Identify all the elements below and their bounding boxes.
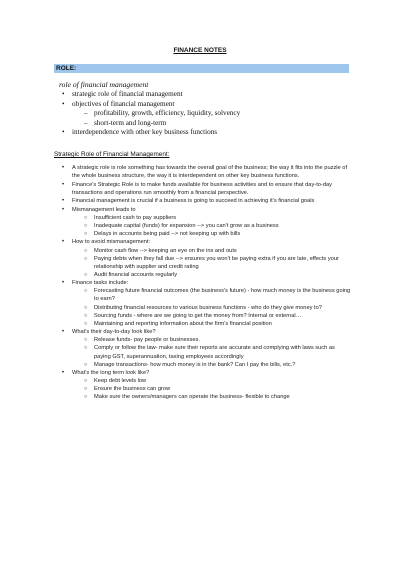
note-sub-item bbox=[72, 336, 352, 344]
circle-bullet-icon: ○ bbox=[84, 222, 88, 229]
note-sub-item bbox=[72, 377, 352, 385]
note-sub-item bbox=[72, 255, 352, 271]
bullet-icon: • bbox=[62, 206, 65, 213]
list-item: • interdependence with other key business functions bbox=[62, 128, 218, 137]
note-sub-text: Audit financial accounts regularly bbox=[94, 271, 178, 278]
bullet-icon: • bbox=[62, 198, 65, 205]
note-sub-text: Paying debts when they fall due --> ensures you won't be paying extra if you are late, effects your relationship with supplier and credit rating bbox=[94, 255, 339, 270]
bullet-icon: • bbox=[62, 280, 65, 287]
note-sub-list bbox=[72, 336, 352, 368]
note-sub-text: Monitor cash flow --> keeping an eye on the ins and outs bbox=[94, 247, 237, 254]
note-item bbox=[62, 279, 352, 328]
circle-bullet-icon: ○ bbox=[84, 230, 88, 237]
note-sub-text: Sourcing funds - where are we going to get the money from? Internal or external… bbox=[94, 312, 302, 319]
note-sub-text: Ensure the business can grow bbox=[94, 386, 171, 393]
note-item bbox=[62, 181, 352, 197]
note-sub-text: Release funds- pay people or businesses. bbox=[94, 337, 200, 344]
circle-bullet-icon: ○ bbox=[84, 386, 88, 393]
circle-bullet-icon: ○ bbox=[84, 345, 88, 352]
note-sub-text: Inadequate capital (funds) for expansion --> you can't grow as a business bbox=[94, 222, 279, 229]
note-text: Finance tasks include: bbox=[72, 280, 129, 287]
bullet-icon: • bbox=[62, 128, 65, 137]
note-sub-item bbox=[72, 393, 352, 401]
note-item bbox=[62, 328, 352, 368]
note-item bbox=[62, 238, 352, 278]
note-sub-item bbox=[72, 361, 352, 369]
circle-bullet-icon: ○ bbox=[84, 361, 88, 368]
role-summary-list bbox=[58, 90, 348, 138]
sub-list bbox=[72, 109, 348, 128]
note-sub-text: Maintaining and reporting information about the firm's financial position bbox=[94, 320, 272, 327]
role-heading-band bbox=[54, 64, 349, 73]
note-sub-text: Delays in accounts being paid --> not keeping up with bills bbox=[94, 230, 241, 237]
note-sub-text: Comply or follow the law- make sure their reports are accurate and complying with laws such as paying GST, superannuation, taxing employees accordingly bbox=[94, 345, 335, 360]
note-item bbox=[62, 197, 352, 205]
note-sub-list bbox=[72, 247, 352, 279]
circle-bullet-icon: ○ bbox=[84, 378, 88, 385]
circle-bullet-icon: ○ bbox=[84, 337, 88, 344]
circle-bullet-icon: ○ bbox=[84, 214, 88, 221]
circle-bullet-icon: ○ bbox=[84, 312, 88, 319]
note-sub-item bbox=[72, 222, 352, 230]
note-sub-item bbox=[72, 287, 352, 303]
note-text: How to avoid mismanagement: bbox=[72, 239, 151, 246]
bullet-icon: • bbox=[62, 239, 65, 246]
note-sub-item bbox=[72, 230, 352, 238]
note-sub-text: Forecasting future financial outcomes (the business's future) - how much money is the business going to earn? bbox=[94, 288, 351, 303]
note-text: Mismanagement leads to bbox=[72, 206, 136, 213]
bullet-icon: • bbox=[62, 370, 65, 377]
bullet-icon: • bbox=[62, 99, 65, 108]
note-item bbox=[62, 206, 352, 238]
note-sub-item bbox=[72, 304, 352, 312]
circle-bullet-icon: ○ bbox=[84, 247, 88, 254]
note-sub-text: Make sure the owners/managers can operate the business- flexible to change bbox=[94, 394, 290, 401]
note-item bbox=[62, 369, 352, 401]
note-sub-item bbox=[72, 214, 352, 222]
circle-bullet-icon: ○ bbox=[84, 320, 88, 327]
note-item bbox=[62, 164, 352, 180]
note-sub-item bbox=[72, 312, 352, 320]
notes-list-container bbox=[62, 164, 352, 401]
circle-bullet-icon: ○ bbox=[84, 288, 88, 295]
list-item: • objectives of financial management – profitability, growth, efficiency, liquidity, solvency – short-term and long-term bbox=[58, 100, 348, 129]
note-sub-text: Keep debt levels low bbox=[94, 378, 147, 385]
page-title: FINANCE NOTES bbox=[173, 47, 227, 54]
role-summary-heading: role of financial management bbox=[59, 80, 149, 89]
dash-icon: – bbox=[84, 118, 88, 127]
note-sub-text: Manage transactions- how much money is in the bank? Can I pay the bills, etc.? bbox=[94, 361, 296, 368]
note-text: What's the long term look like? bbox=[72, 370, 150, 377]
bullet-icon: • bbox=[62, 165, 65, 171]
note-sub-item bbox=[72, 247, 352, 255]
bullet-icon: • bbox=[62, 181, 65, 188]
sub-list-item: – profitability, growth, efficiency, liquidity, solvency bbox=[84, 109, 241, 118]
note-text: What's their day-to-day look like? bbox=[72, 329, 156, 336]
note-sub-item bbox=[72, 320, 352, 328]
sub-list-item: – short-term and long-term bbox=[84, 118, 167, 127]
dash-icon: – bbox=[84, 109, 88, 118]
note-sub-item bbox=[72, 271, 352, 279]
note-sub-list bbox=[72, 214, 352, 238]
circle-bullet-icon: ○ bbox=[84, 304, 88, 311]
bullet-icon: • bbox=[62, 329, 65, 336]
notes-list bbox=[62, 164, 352, 401]
note-text: Financial management is crucial if a business is going to succeed in achieving it's financial goals bbox=[72, 198, 315, 205]
note-text: A strategic role is role something has towards the overall goal of the business; the way it fits into the puzzle of the whole business structure, the way it is interdependent on other key business functions. bbox=[72, 165, 348, 180]
bullet-icon: • bbox=[62, 90, 65, 98]
role-label: ROLE: bbox=[56, 65, 77, 72]
note-sub-list bbox=[72, 377, 352, 401]
list-item: • strategic role of financial management bbox=[62, 90, 183, 98]
note-sub-item bbox=[72, 344, 352, 360]
note-sub-text: Distributing financial resources to various business functions - who do they give money to? bbox=[94, 304, 322, 311]
circle-bullet-icon: ○ bbox=[84, 255, 88, 262]
note-text: Finance's Strategic Role is to make funds available for business activities and to ensure that day-to-day transactions and operations run smoothly from a financial perspective. bbox=[72, 181, 333, 196]
role-summary-block bbox=[58, 80, 348, 138]
circle-bullet-icon: ○ bbox=[84, 271, 88, 278]
circle-bullet-icon: ○ bbox=[84, 394, 88, 401]
note-sub-item bbox=[72, 385, 352, 393]
section-heading: Strategic Role of Financial Management: bbox=[54, 151, 170, 158]
note-sub-text: Insufficient cash to pay suppliers bbox=[94, 214, 177, 221]
note-sub-list bbox=[72, 287, 352, 327]
